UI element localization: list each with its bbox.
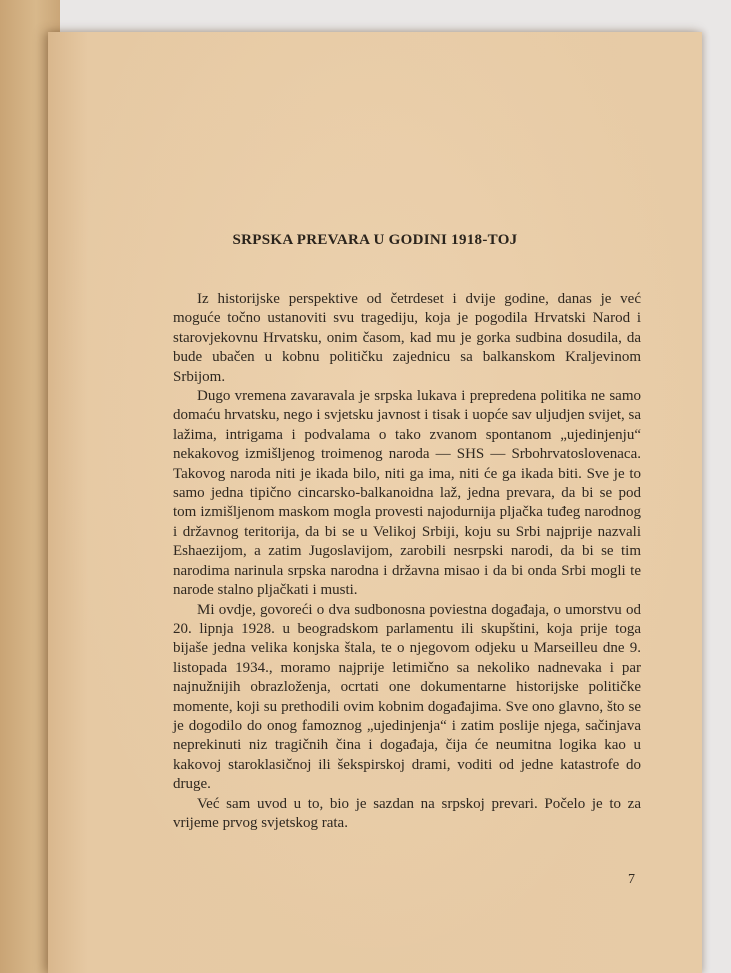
chapter-heading: SRPSKA PREVARA U GODINI 1918-TOJ: [232, 232, 518, 248]
paragraph-4: Već sam uvod u to, bio je sazdan na srpskoj prevari. Počelo je to za vrijeme prvog svjetskog rata.: [173, 795, 641, 831]
paragraph-3: Mi ovdje, govoreći o dva sudbonosna poviestna događaja, o umorstvu od 20. lipnja 1928. u beogradskom parlamentu ili skupštini, koja prije toga bijaše jedna velika konjska štala, te o njegovom odjeku u Marseilleu dne 9. listopada 1934., moramo najprije letimično sa nekoliko nadnevaka i par najnužnijih obrazloženja, ocrtati one dokumentarne historijske političke momente, koji su prethodili ovim kobnim događajima. Sve ono glavno, što se je dogodilo do onog famoznog „ujedinjenja“ i zatim poslije njega, sačinjava neprekinuti niz tragičnih čina i događaja, čija će neumitna logika kao u kakovoj staroklasičnoj ili šekspirskoj drami, voditi od jedne katastrofe do druge.: [173, 601, 641, 793]
page-number: 7: [628, 872, 635, 887]
paragraph-2: Dugo vremena zavaravala je srpska lukava i prepredena politika ne samo domaću hrvatsku, nego i svjetsku javnost i tisak i uopće sav uljudjen svijet, sa lažima, intrigama i podvalama o tako zvanom spontanom „ujedinjenju“ nekakovog izmišljenog troimenog naroda — SHS — Srbohrvatoslovenaca. Takovog naroda niti je ikada bilo, niti ga ima, niti će ga ikada biti. Sve je to samo jedna tipično cincarsko-balkanoidna laž, jedna prevara, da bi se pod tom izmišljenom maskom mogla provesti najodurnija pljačka tuđeg narodnog i državnog teritorija, da bi se u Velikoj Srbiji, koju su Srbi najprije nazvali Eshaezijom, a zatim Jugoslavijom, zarobili nesrpski narodi, da bi se tim narodima narinula srpska narodna i državna misao i da bi onda Srbi mogli te narode stalno pljačkati i musti.: [173, 388, 641, 599]
paragraph-1: Iz historijske perspektive od četrdeset i dvije godine, danas je već moguće točno ustanoviti svu tragediju, koja je pogodila Hrvatski Narod i starovjekovnu Hrvatsku, onim časom, kad mu je gorka sudbina dosudila, da bude ubačen u kobnu političku zajednicu sa balkanskom Kraljevinom Srbijom.: [173, 291, 641, 385]
book-page: [48, 32, 702, 973]
body-text: [173, 290, 641, 833]
